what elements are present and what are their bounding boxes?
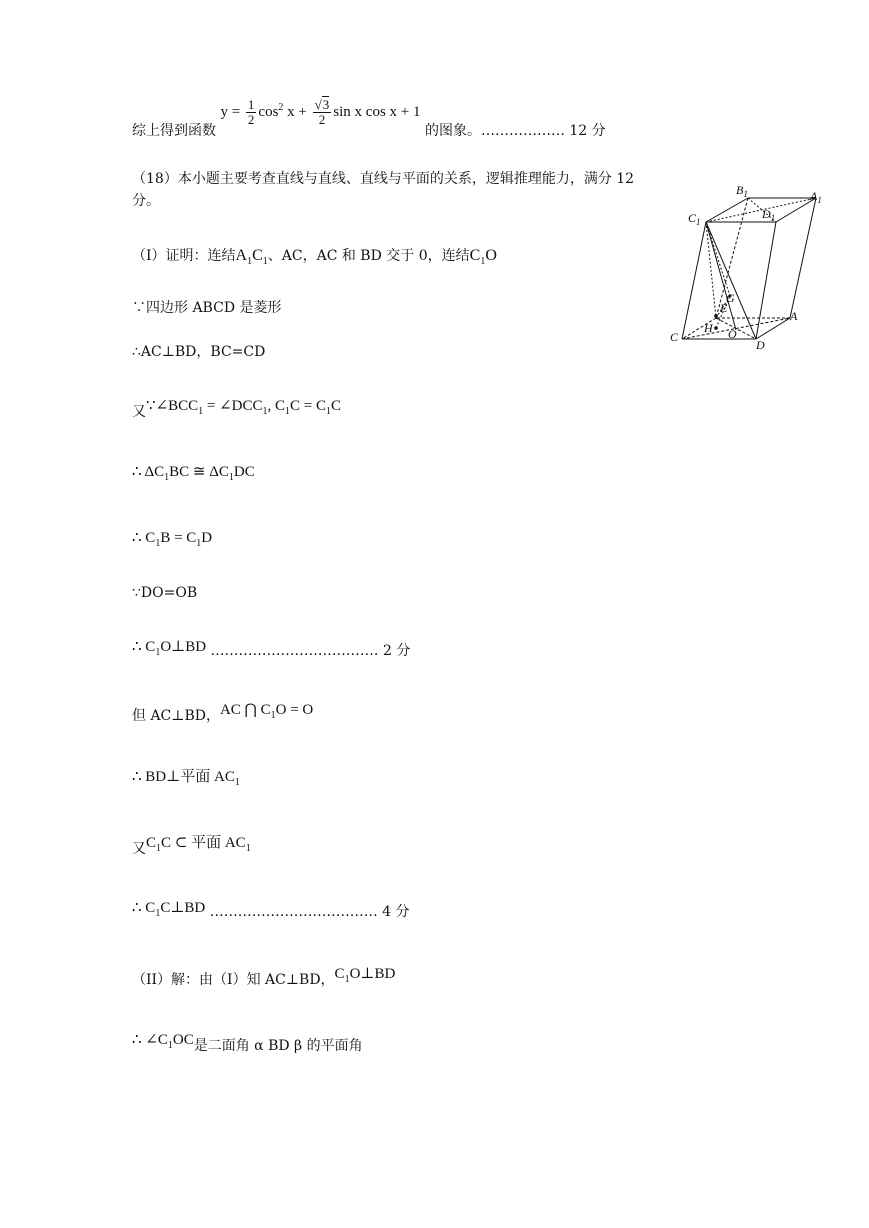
label-g: G	[726, 291, 735, 305]
step-bd-perp-plane: ∴ BD⊥平面 $AC_1$	[132, 769, 240, 788]
label-b1: $B_1$	[736, 183, 748, 199]
section-heading-cont: 分。	[132, 193, 160, 209]
dihedral-angle-step: ∴ $\angle C_1OC$是二面角 α BD β 的平面角	[132, 1032, 363, 1054]
label-a1: $A_1$	[810, 189, 822, 205]
label-c: C	[670, 330, 679, 344]
step-do-eq-ob: ∵DO=OB	[132, 585, 198, 601]
step-ac-perp-bd: ∴AC⊥BD，BC=CD	[132, 344, 266, 360]
conclusion-line: 综上得到函数 y = $\frac{1}{2}$ $\cos^2 x$ + $\frac{√3}{2}$ sin x cos x + 1 的图象。……………… 12 分	[132, 97, 606, 140]
step-c1c-perp-bd: ∴ $C_1C\perp BD$ ……………………………… 4 分	[132, 900, 410, 920]
step-intersection: 但 AC⊥BD，AC ⋂ $C_1O = O$	[132, 702, 314, 724]
label-d1: $D_1$	[762, 207, 776, 223]
step-c1o-perp-bd: ∴ $C_1O\perp BD$ ……………………………… 2 分	[132, 639, 411, 659]
step-triangles-congruent: ∴ $\Delta C_1BC$ ≅ $\Delta C_1DC$	[132, 464, 255, 483]
label-a: A	[790, 309, 798, 323]
section-heading: （18）本小题主要考查直线与直线、直线与平面的关系，逻辑推理能力，满分 12	[132, 171, 635, 187]
label-e: E	[720, 301, 728, 315]
fraction-sqrt3-half: $\frac{√3}{2}$	[314, 97, 330, 128]
label-o: O	[728, 327, 737, 341]
step-c1c-in-plane: 又$C_1C$ ⊂ 平面 $AC_1$	[132, 835, 251, 857]
proof-intro: （I）证明：连结$A_1C_1$、AC，AC 和 BD 交于 0，连结$C_1O$	[132, 247, 497, 268]
fraction-half: $\frac{1}{2}$	[247, 97, 255, 128]
part2-intro: （II）解：由（I）知 AC⊥BD，$C_1O\perp BD$	[132, 966, 396, 988]
label-c1: $C_1$	[688, 211, 701, 227]
label-d: D	[756, 338, 765, 352]
step-rhombus: ∵四边形 ABCD 是菱形	[132, 300, 282, 316]
function-formula: y = $\frac{1}{2}$ $\cos^2 x$ + $\frac{√3}{2}$ sin x cos x + 1	[220, 97, 421, 128]
parallelepiped-figure	[664, 178, 834, 358]
step-angles-equal: 又$\because\angle BCC_1$ = $\angle DCC_1$, $C_1C = C_1C$	[132, 398, 342, 420]
label-h: H	[704, 321, 713, 335]
step-c1b-eq-c1d: ∴ $C_1B = C_1D$	[132, 530, 213, 549]
